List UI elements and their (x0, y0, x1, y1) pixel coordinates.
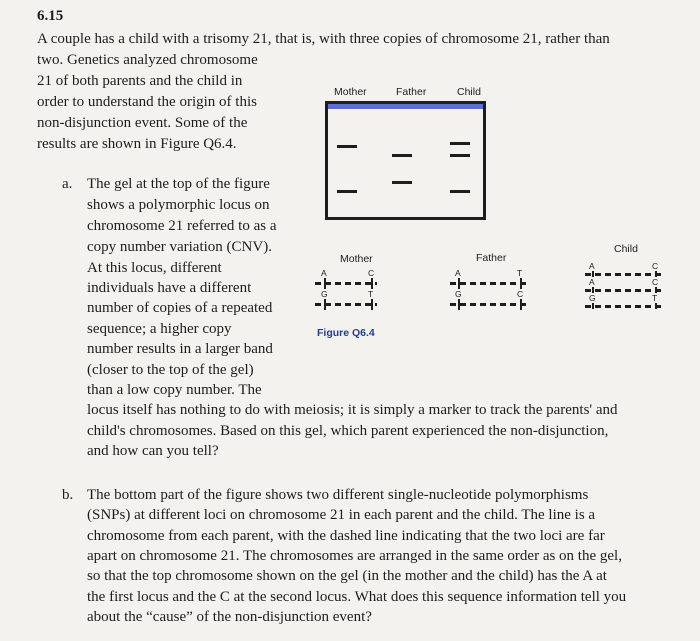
intro-line: order to understand the origin of this (37, 94, 257, 110)
gel-band (450, 142, 470, 145)
gel-box (325, 101, 486, 220)
snp-panel-label-father: Father (476, 252, 507, 264)
snp-allele: A (589, 277, 595, 287)
snp-panel-label-child: Child (614, 243, 638, 255)
part-b-line: chromosome from each parent, with the dashed line indicating that the two loci are far (87, 528, 605, 544)
gel-lane-label-child: Child (457, 86, 481, 98)
chromosome-line (585, 273, 663, 276)
part-a-line: and how can you tell? (87, 443, 219, 459)
gel-band (392, 181, 412, 184)
snp-allele: G (455, 289, 462, 299)
snp-allele: G (589, 293, 596, 303)
gel-band (337, 190, 357, 193)
intro-line: non-disjunction event. Some of the (37, 115, 248, 131)
gel-figure (320, 82, 498, 217)
gel-lane-label-mother: Mother (334, 86, 367, 98)
snp-panel-label-mother: Mother (340, 253, 373, 265)
snp-allele: A (321, 268, 327, 278)
part-b-line: the first locus and the C at the second locus. What does this sequence information tell you (87, 589, 627, 605)
gel-band (450, 190, 470, 193)
gel-band (450, 154, 470, 157)
gel-lane-label-father: Father (396, 86, 427, 98)
chromosome-line (450, 282, 530, 285)
snp-allele: T (368, 289, 374, 299)
part-b-line: apart on chromosome 21. The chromosomes are arranged in the same order as on the gel, (87, 548, 622, 564)
part-b-line: about the “cause” of the non-disjunction event? (87, 609, 372, 625)
gel-band (337, 145, 357, 148)
intro-line: A couple has a child with a trisomy 21, that is, with three copies of chromosome 21, rather than (37, 31, 610, 47)
snp-allele: A (589, 261, 595, 271)
figure-caption: Figure Q6.4 (317, 327, 375, 339)
part-b-line: The bottom part of the figure shows two different single-nucleotide polymorphisms (87, 487, 589, 503)
intro-line: 21 of both parents and the child in (37, 73, 243, 89)
snp-allele: T (652, 293, 658, 303)
intro-line: results are shown in Figure Q6.4. (37, 136, 237, 152)
snp-allele: C (652, 261, 659, 271)
snp-allele: C (652, 277, 659, 287)
gel-band (392, 154, 412, 157)
part-a-line: shows a polymorphic locus on (87, 197, 270, 213)
part-a-line: than a low copy number. The (87, 382, 262, 398)
intro-line: two. Genetics analyzed chromosome (37, 52, 258, 68)
part-a-line: chromosome 21 referred to as a (87, 218, 277, 234)
snp-allele: A (455, 268, 461, 278)
part-a-line: copy number variation (CNV). (87, 239, 272, 255)
chromosome-line (450, 303, 530, 306)
part-b-marker: b. (62, 487, 74, 503)
part-b-line: so that the top chromosome shown on the gel (in the mother and the child) has the A at (87, 568, 607, 584)
snp-allele: T (517, 268, 523, 278)
question-number: 6.15 (37, 8, 64, 24)
part-a-line: sequence; a higher copy (87, 321, 232, 337)
part-a-line: individuals have a different (87, 280, 252, 296)
part-a-marker: a. (62, 176, 73, 192)
chromosome-line (585, 305, 663, 308)
chromosome-line (315, 282, 377, 285)
part-a-line: locus itself has nothing to do with meiosis; it is simply a marker to track the parents' and (87, 402, 618, 418)
snp-allele: C (517, 289, 524, 299)
part-a-line: number results in a larger band (87, 341, 273, 357)
part-b-line: (SNPs) at different loci on chromosome 21 in each parent and the child. The line is a (87, 507, 596, 523)
snp-allele: G (321, 289, 328, 299)
part-a-line: number of copies of a repeated (87, 300, 273, 316)
chromosome-line (315, 303, 377, 306)
snp-allele: C (368, 268, 375, 278)
part-a-line: The gel at the top of the figure (87, 176, 270, 192)
chromosome-line (585, 289, 663, 292)
part-a-line: child's chromosomes. Based on this gel, which parent experienced the non-disjunction, (87, 423, 609, 439)
part-a-line: (closer to the top of the gel) (87, 362, 254, 378)
part-a-line: At this locus, different (87, 260, 222, 276)
